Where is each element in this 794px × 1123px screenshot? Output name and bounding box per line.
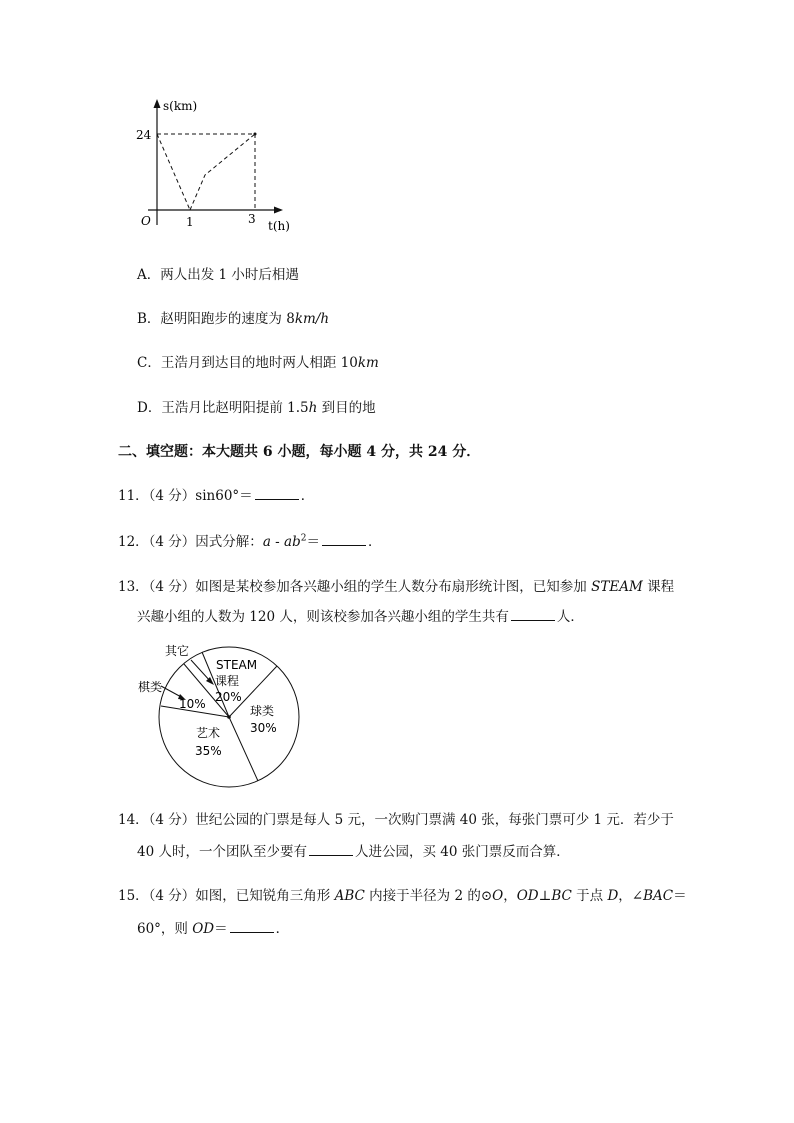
y-axis-label: s(km) (163, 99, 198, 113)
question-text: ， (503, 888, 517, 904)
expr-exponent: 2 (300, 533, 307, 544)
question-text: 40 人时，一个团队至少要有 (137, 844, 307, 860)
question-text: 兴趣小组的人数为 120 人，则该校参加各兴趣小组的学生共有 (137, 609, 509, 625)
question-13-line-1 (118, 575, 674, 595)
option-text: 两人出发 1 小时后相遇 (160, 267, 299, 283)
math-var: BAC (643, 888, 674, 904)
question-text: ，∠ (618, 888, 644, 904)
origin-label: O (141, 214, 151, 228)
question-text: 课程 (642, 579, 675, 595)
question-text: 人． (556, 609, 584, 625)
label-chess-pct: 10% (179, 697, 206, 711)
question-text: ＝ (214, 921, 228, 937)
dashed-path-b (190, 134, 255, 210)
label-other: 其它 (165, 644, 190, 658)
question-15-line-2 (137, 917, 289, 937)
math-var: BC (551, 888, 572, 904)
question-text: ⊥ (538, 888, 552, 904)
option-unit: h (308, 400, 318, 416)
pie-center (227, 715, 231, 719)
option-unit: km/h (294, 311, 330, 327)
label-steam-2: 课程 (215, 674, 240, 688)
math-var: O (492, 888, 504, 904)
expr-var: ab (284, 534, 301, 550)
question-text: 于点 (571, 888, 608, 904)
label-art: 艺术 (196, 726, 221, 740)
section-heading: 二、填空题：本大题共 6 小题，每小题 4 分，共 24 分． (118, 444, 481, 460)
option-a (137, 263, 299, 283)
answer-blank[interactable] (322, 533, 366, 546)
question-end: ． (367, 534, 382, 550)
option-unit: km (357, 355, 379, 371)
question-13-line-2 (137, 605, 584, 625)
option-c (137, 351, 379, 371)
expr-eq: ＝ (306, 534, 320, 550)
x-tick-3: 3 (248, 212, 256, 226)
y-axis-arrow (154, 99, 161, 108)
question-end: ． (300, 488, 315, 504)
question-12 (118, 530, 381, 550)
question-end: ． (275, 921, 290, 937)
option-b (137, 307, 329, 327)
answer-blank[interactable] (255, 487, 299, 500)
option-letter: B． (137, 311, 161, 327)
question-text: 13．（4 分）如图是某校参加各兴趣小组的学生人数分布扇形统计图，已知参加 (118, 579, 592, 595)
label-art-pct: 35% (195, 744, 222, 758)
math-var: OD (192, 921, 215, 937)
option-letter: A． (137, 267, 161, 283)
question-15-line-1 (118, 884, 687, 904)
label-steam-1: STEAM (216, 658, 258, 672)
answer-blank[interactable] (309, 843, 353, 856)
question-14-line-1: 14．（4 分）世纪公园的门票是每人 5 元，一次购门票满 40 张，每张门票可少 1 元．若少于 (118, 812, 674, 828)
endpoint-dot (254, 133, 257, 136)
question-text: ＝ (673, 888, 687, 904)
option-text: 王浩月比赵明阳提前 1.5 (161, 400, 309, 416)
x-tick-1: 1 (186, 215, 194, 229)
pie-chart (125, 640, 315, 790)
expr-op: - (270, 534, 285, 550)
label-steam-pct: 20% (215, 690, 242, 704)
option-text-end: 到目的地 (317, 400, 376, 416)
dashed-path-a (157, 134, 190, 210)
answer-blank[interactable] (511, 608, 555, 621)
question-text: 内接于半径为 2 的⊙ (364, 888, 493, 904)
question-term: STEAM (591, 579, 643, 595)
expr-var: a (262, 534, 271, 550)
math-var: D (607, 888, 619, 904)
question-text: 60°，则 (137, 921, 193, 937)
x-axis-label: t(h) (268, 219, 290, 233)
option-letter: C． (137, 355, 161, 371)
question-text: 12．（4 分）因式分解： (118, 534, 263, 550)
question-11 (118, 484, 314, 504)
label-ball: 球类 (250, 704, 275, 718)
option-letter: D． (137, 400, 162, 416)
y-tick-label: 24 (136, 128, 152, 142)
question-text: 11．（4 分）sin60°＝ (118, 488, 253, 504)
answer-blank[interactable] (230, 920, 274, 933)
math-var: OD (516, 888, 539, 904)
option-d (137, 396, 376, 416)
question-14-line-2 (137, 840, 570, 860)
option-text: 赵明阳跑步的速度为 8 (160, 311, 295, 327)
question-text: 人进公园，买 40 张门票反而合算． (354, 844, 570, 860)
label-ball-pct: 30% (250, 721, 277, 735)
math-var: ABC (334, 888, 365, 904)
distance-time-graph (130, 95, 300, 240)
arrow-other (191, 660, 211, 682)
x-axis-arrow (274, 207, 283, 214)
label-chess: 棋类 (138, 680, 163, 694)
question-text: 15．（4 分）如图，已知锐角三角形 (118, 888, 335, 904)
option-text: 王浩月到达目的地时两人相距 10 (160, 355, 358, 371)
